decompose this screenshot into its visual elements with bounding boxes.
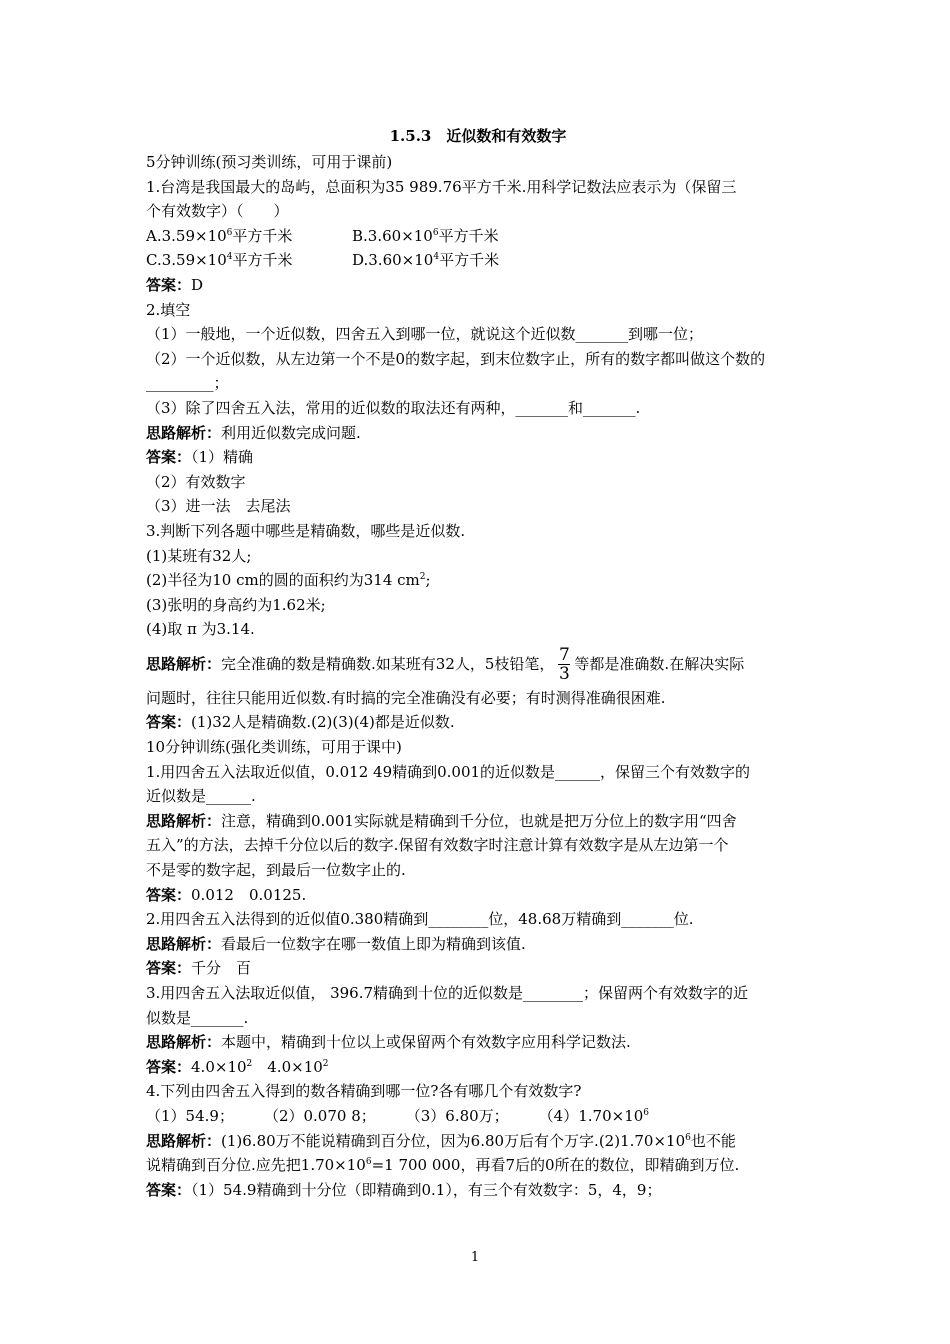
q1-answer: 答案：D	[146, 275, 204, 294]
s2q3-stem-line1: 3.用四舍五入法取近似值， 396.7精确到十位的近似数是________；保留两个有效数字的近	[146, 984, 749, 1002]
s2q2-stem: 2.用四舍五入法得到的近似值0.380精确到________位，48.68万精确到_______位.	[146, 910, 694, 929]
s2q1-analysis-line1: 思路解析：注意，精确到0.001实际就是精确到千分位，也就是把万分位上的数字用“四舍	[146, 811, 737, 830]
section-header-10min: 10分钟训练(强化类训练，可用于课中)	[146, 738, 402, 757]
s2q3-stem-line2: 似数是_______.	[146, 1008, 249, 1027]
q1-option-c: $C.3.59\times 10^4$平方千米	[146, 251, 293, 270]
page-title: 1.5.3 近似数和有效数字	[389, 127, 567, 145]
s2q1-analysis-line3: 不是零的数字起，到最后一位数字止的.	[146, 861, 406, 880]
fraction-seven-thirds: $\frac{7}{3}$	[559, 645, 570, 685]
s2q2-analysis: 思路解析：看最后一位数字在哪一数值上即为精确到该值.	[146, 934, 526, 953]
s2q4-stem: 4.下列由四舍五入得到的数各精确到哪一位?各有哪几个有效数字?	[146, 1082, 582, 1101]
q1-option-a: $A.3.59\times 10^6$平方千米	[146, 226, 293, 245]
q3-item-1: (1)某班有32人;	[146, 546, 252, 565]
q2-analysis: 思路解析：利用近似数完成问题.	[146, 423, 361, 442]
s2q4-analysis-line2: 说精确到百分位.应先把$1.70\times 10^6=1$ 700 000，再看7后的0所在的数位，即精确到万位.	[146, 1156, 740, 1175]
q2-answer-2: （2）有效数字	[146, 472, 246, 491]
q1-stem-line2: 个有效数字）（ ）	[146, 202, 289, 221]
q2-answer-3: （3）进一法 去尾法	[146, 497, 291, 516]
q1-options-ab	[146, 224, 810, 249]
s2q3-answer: 答案：$4.0\times 10^2$ $4.0\times 10^2$	[146, 1057, 329, 1076]
q3-head: 3.判断下列各题中哪些是精确数，哪些是近似数.	[146, 521, 466, 540]
q2-part3: （3）除了四舍五入法，常用的近似数的取法还有两种，_______和_______.	[146, 398, 641, 417]
s2q1-analysis-line2: 五入”的方法，去掉千分位以后的数字.保留有效数字时注意计算有效数字是从左边第一个	[146, 836, 729, 855]
q3-answer: 答案：(1)32人是精确数.(2)(3)(4)都是近似数.	[146, 713, 455, 732]
s2q4-items: （1）54.9； （2）0.070 8； （3）6.80万； $(4)1.70\times 10^6$	[146, 1106, 650, 1125]
s2q1-stem-line2: 近似数是______.	[146, 787, 256, 806]
q2-part2-line2: _________；	[146, 374, 229, 393]
s2q4-answer: 答案：（1）54.9精确到十分位（即精确到0.1），有三个有效数字：5，4，9；	[146, 1180, 662, 1199]
q3-analysis-line1: 思路解析：完全准确的数是精确数.如某班有32人，5枝铅笔， $\frac{7}{3}$ 等都是准确数.在解决实际	[146, 645, 745, 685]
q1-option-b: $B.3.60\times 10^6$平方千米	[352, 226, 499, 245]
section-header-5min: 5分钟训练(预习类训练，可用于课前)	[146, 153, 393, 171]
document-body	[146, 124, 810, 1202]
q3-analysis-line2: 问题时，往往只能用近似数.有时搞的完全准确没有必要；有时测得准确很困难.	[146, 688, 666, 707]
s2q4-analysis-line1: 思路解析：(1)6.80万不能说精确到百分位，因为6.80万后有个万字$.(2)1.70\times 10^6$也不能	[146, 1131, 736, 1150]
q3-item-2: (2)半径为10 cm的圆的面积约为314 $cm^2$;	[146, 571, 431, 590]
q1-options-cd	[146, 248, 810, 273]
page-number: 1	[470, 1250, 480, 1265]
q3-item-3: (3)张明的身高约为1.62米;	[146, 595, 326, 614]
q1-stem-line1: 1.台湾是我国最大的岛屿，总面积为35 989.76平方千米.用科学记数法应表示为（保留三	[146, 177, 737, 196]
q2-head: 2.填空	[146, 300, 191, 319]
s2q1-stem-line1: 1.用四舍五入法取近似值，0.012 49精确到0.001的近似数是______，保留三个有效数字的	[146, 762, 751, 781]
q1-option-d: $D.3.60\times 10^4$平方千米	[352, 251, 500, 270]
q2-part1: （1）一般地，一个近似数，四舍五入到哪一位，就说这个近似数_______到哪一位；	[146, 325, 704, 344]
s2q2-answer: 答案：千分 百	[146, 959, 252, 978]
s2q3-analysis: 思路解析：本题中，精确到十位以上或保留两个有效数字应用科学记数法.	[146, 1033, 631, 1052]
q2-answer-1: 答案：（1）精确	[146, 448, 254, 467]
q2-part2-line1: （2）一个近似数，从左边第一个不是0的数字起，到末位数字止，所有的数字都叫做这个数的	[146, 349, 766, 368]
s2q1-answer: 答案：0.012 0.0125.	[146, 885, 307, 904]
q3-item-4: (4)取 π 为3.14.	[146, 620, 255, 639]
